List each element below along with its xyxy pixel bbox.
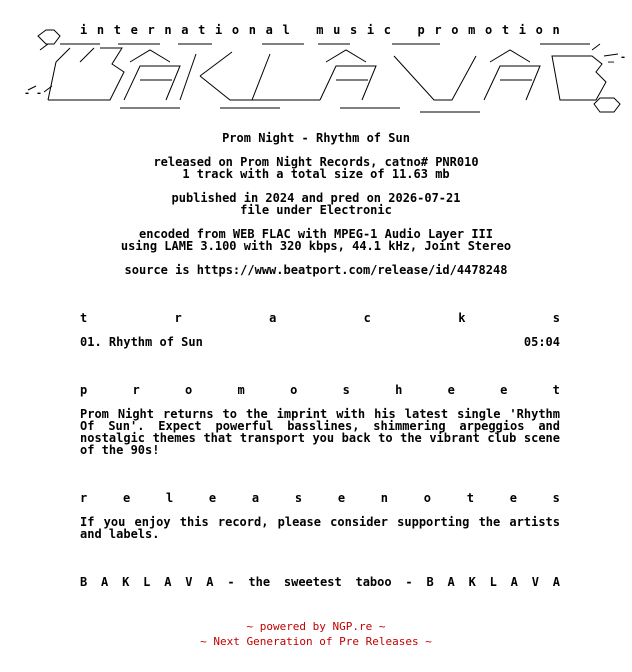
release-label: released on Prom Night Records, catno# PNR010 [153, 155, 479, 169]
tagline-char: t [113, 23, 121, 37]
slogan-char: taboo [355, 575, 392, 589]
promo-heading-char: o [290, 383, 298, 397]
slogan-char: - [405, 575, 413, 589]
encoder-info: using LAME 3.100 with 320 kbps, 44.1 kHz, Joint Stereo [120, 239, 512, 253]
slogan-char: A [552, 575, 560, 589]
tagline-char: p [417, 23, 425, 37]
tagline-char: u [333, 23, 341, 37]
slogan-char: B [426, 575, 434, 589]
svg-text:- -: - - [24, 88, 43, 99]
tagline-char: r [434, 23, 442, 37]
tracks-heading-char: a [269, 311, 277, 325]
tagline-char: m [468, 23, 476, 37]
source-info: source is https://www.beatport.com/release/id/4478248 [124, 263, 508, 277]
tracks-heading-char: k [458, 311, 466, 325]
tagline-char: c [383, 23, 391, 37]
slogan-char: V [185, 575, 193, 589]
ascii-logo [0, 0, 632, 120]
promo-heading [80, 384, 560, 396]
slogan-char: A [101, 575, 109, 589]
slogan-char: L [143, 575, 151, 589]
tagline-char: e [130, 23, 138, 37]
promo-heading-char: h [395, 383, 403, 397]
promo-heading-char: o [185, 383, 193, 397]
notes-heading-char: s [552, 491, 560, 505]
published-info: published in 2024 and pred on 2026-07-21 [171, 191, 461, 205]
slogan-char: K [468, 575, 476, 589]
tagline [80, 24, 560, 36]
notes-text: If you enjoy this record, please consider supporting the artists and labels. [80, 515, 560, 541]
notes-heading-char: l [165, 491, 174, 505]
tagline-char: s [350, 23, 358, 37]
track-row [80, 336, 560, 348]
release-title: Prom Night - Rhythm of Sun [222, 131, 410, 145]
tracks-heading-char: s [552, 311, 560, 325]
tagline-char: o [535, 23, 543, 37]
encoded-info: encoded from WEB FLAC with MPEG-1 Audio Layer III [138, 227, 493, 241]
slogan [80, 576, 560, 588]
promo-heading-char: e [500, 383, 508, 397]
tagline-char: i [366, 23, 375, 37]
track-name: 01. Rhythm of Sun [80, 335, 203, 349]
notes-heading-char: e [122, 491, 131, 505]
promo-heading-char: p [80, 383, 88, 397]
promo-heading-char: e [447, 383, 455, 397]
tagline-char: i [215, 23, 223, 37]
slogan-char: sweetest [283, 575, 342, 589]
tagline-char: o [231, 23, 240, 37]
footer-powered: ~ powered by NGP.re ~ [246, 620, 386, 633]
slogan-char: the [248, 575, 271, 589]
tagline-char: n [164, 23, 172, 37]
tracks-summary: 1 track with a total size of 11.63 mb [182, 167, 450, 181]
tracks-heading-char: r [174, 311, 182, 325]
tagline-char: n [96, 23, 105, 37]
tagline-char: o [485, 23, 493, 37]
notes-heading-char: e [208, 491, 217, 505]
tagline-char [401, 24, 408, 36]
notes-heading-char: o [423, 491, 431, 505]
slogan-char: V [531, 575, 539, 589]
slogan-char: A [164, 575, 172, 589]
tracks-heading-char: c [363, 311, 371, 325]
footer-ngp: ~ Next Generation of Pre Releases ~ [200, 635, 432, 648]
promo-heading-char: r [132, 383, 140, 397]
tagline-char: o [451, 23, 459, 37]
notes-heading-char: e [509, 491, 517, 505]
tracks-heading-char: t [80, 311, 88, 325]
tagline-char: i [80, 23, 88, 37]
notes-heading-char: n [380, 491, 389, 505]
slogan-char: K [122, 575, 130, 589]
slogan-char: L [489, 575, 497, 589]
tagline-char: m [316, 23, 324, 37]
tagline-char: n [248, 23, 256, 37]
tagline-char: a [265, 23, 273, 37]
tagline-char: t [198, 23, 206, 37]
notes-heading-char: e [337, 491, 346, 505]
tracks-heading [80, 312, 560, 324]
notes-heading-char: a [251, 491, 260, 505]
promo-text: Prom Night returns to the imprint with his latest single 'Rhythm Of Sun'. Expect powerful basslines, shimmering arpeggios and nostalgic themes that transport you back to the vibrant club scene of the 90s! [80, 407, 560, 457]
notes-heading [80, 492, 560, 504]
tagline-char: n [552, 23, 560, 37]
track-time: 05:04 [523, 335, 560, 349]
svg-text:_ -: _ - [608, 52, 627, 63]
tagline-char: i [518, 23, 526, 37]
slogan-char: A [206, 575, 214, 589]
promo-heading-char: t [552, 383, 560, 397]
slogan-char: A [510, 575, 518, 589]
genre-info: file under Electronic [240, 203, 392, 217]
slogan-char: B [80, 575, 88, 589]
slogan-char: A [447, 575, 455, 589]
promo-heading-char: s [342, 383, 350, 397]
tagline-char: l [282, 23, 290, 37]
tagline-char: a [181, 23, 189, 37]
tagline-char [299, 24, 306, 36]
promo-heading-char: m [237, 383, 245, 397]
tagline-char: t [501, 23, 510, 37]
tagline-char: r [147, 23, 155, 37]
slogan-char: - [227, 575, 235, 589]
notes-heading-char: t [466, 491, 474, 505]
notes-heading-char: r [80, 491, 88, 505]
notes-heading-char: s [294, 491, 303, 505]
